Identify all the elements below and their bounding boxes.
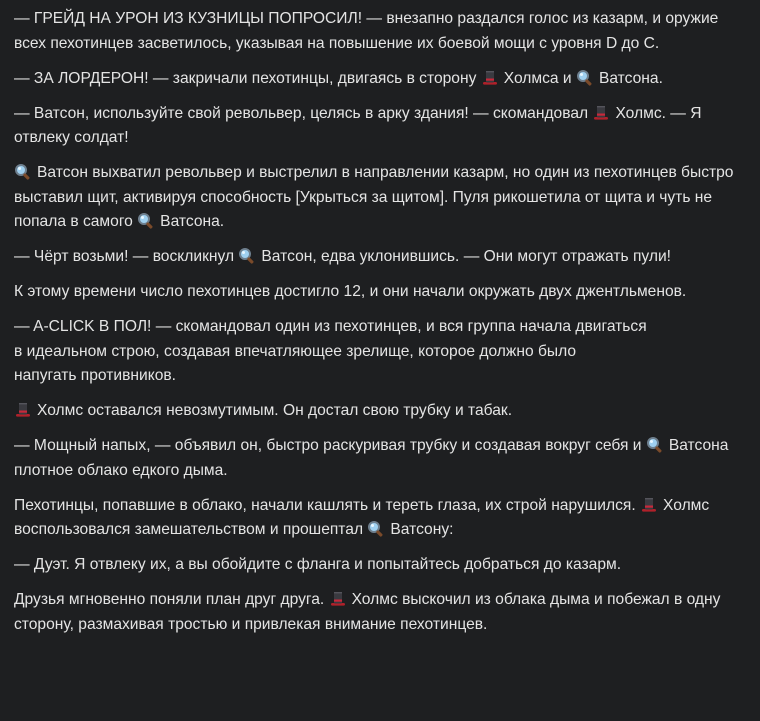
top-hat-icon bbox=[592, 104, 610, 121]
paragraph-text: Ватсону: bbox=[390, 521, 454, 538]
paragraph-text: Пехотинцы, попавшие в облако, начали кашлять и тереть глаза, их строй нарушился. bbox=[14, 496, 641, 514]
magnifying-glass-icon bbox=[646, 436, 664, 453]
paragraph-text: — Дуэт. Я отвлеку их, а вы обойдите с фланга и попытайтесь добраться до казарм. bbox=[14, 556, 622, 573]
paragraph-text: Друзья мгновенно поняли план друг друга. bbox=[14, 591, 329, 608]
paragraph-text: Холмса и bbox=[503, 69, 576, 87]
story-paragraph bbox=[14, 245, 746, 270]
paragraph-text: — Ватсон, используйте свой револьвер, целясь в арку здания! — скомандовал bbox=[14, 104, 593, 122]
story-paragraph bbox=[14, 553, 746, 578]
top-hat-icon bbox=[640, 496, 658, 513]
magnifying-glass-icon bbox=[14, 163, 32, 180]
paragraph-text: Ватсона. bbox=[160, 213, 225, 230]
paragraph-text: — Чёрт возьми! — воскликнул bbox=[14, 248, 239, 265]
story-paragraph bbox=[14, 315, 746, 389]
paragraph-line: — A-CLICK В ПОЛ! — скомандовал один из пехотинцев, и вся группа начала двигаться bbox=[14, 318, 647, 335]
paragraph-text: Ватсон, едва уклонившись. — Они могут отражать пули! bbox=[261, 248, 672, 265]
top-hat-icon bbox=[329, 590, 347, 607]
story-paragraph bbox=[14, 102, 746, 151]
paragraph-text: Холмс воспользовался замешательством и прошептал bbox=[14, 496, 710, 538]
top-hat-icon bbox=[14, 401, 32, 418]
story-paragraph bbox=[14, 494, 746, 543]
paragraph-text: К этому времени число пехотинцев достигло 12, и они начали окружать двух джентльменов. bbox=[14, 283, 687, 300]
magnifying-glass-icon bbox=[137, 212, 155, 229]
magnifying-glass-icon bbox=[238, 247, 256, 264]
paragraph-text: Ватсона плотное облако едкого дыма. bbox=[14, 437, 729, 479]
story-paragraph bbox=[14, 280, 746, 305]
paragraph-text: Холмс выскочил из облака дыма и побежал в одну сторону, размахивая тростью и привлекая внимание пехотинцев. bbox=[14, 591, 721, 633]
top-hat-icon bbox=[481, 69, 499, 86]
paragraph-text: Ватсон выхватил револьвер и выстрелил в направлении казарм, но один из пехотинцев быстро выставил щит, активируя способность [Укрыться за щитом]. Пуля рикошетила от щита и чуть не попала в самого bbox=[14, 164, 734, 230]
story-paragraph bbox=[14, 161, 746, 235]
paragraph-text: — ГРЕЙД НА УРОН ИЗ КУЗНИЦЫ ПОПРОСИЛ! — внезапно раздался голос из казарм, и оружие всех пехотинцев засветилось, указывая на повышение их боевой мощи с уровня D до C. bbox=[14, 10, 719, 52]
story-paragraph bbox=[14, 399, 746, 424]
paragraph-text: Холмс. — Я отвлеку солдат! bbox=[14, 104, 702, 146]
paragraph-text: — ЗА ЛОРДЕРОН! — закричали пехотинцы, двигаясь в сторону bbox=[14, 69, 481, 87]
paragraph-text: — Мощный напых, — объявил он, быстро раскуривая трубку и создавая вокруг себя и bbox=[14, 437, 646, 454]
paragraph-line: в идеальном строю, создавая впечатляющее зрелище, которое должно было bbox=[14, 342, 577, 360]
magnifying-glass-icon bbox=[367, 520, 385, 537]
paragraph-line: напугать противников. bbox=[14, 367, 176, 384]
paragraph-text: Ватсона. bbox=[598, 69, 663, 87]
story-paragraph bbox=[14, 67, 746, 92]
story-paragraph bbox=[14, 434, 746, 483]
story-paragraph bbox=[14, 588, 746, 637]
story-paragraph bbox=[14, 7, 746, 56]
magnifying-glass-icon bbox=[576, 69, 594, 86]
paragraph-text: Холмс оставался невозмутимым. Он достал свою трубку и табак. bbox=[37, 402, 513, 419]
story-text bbox=[14, 0, 746, 648]
